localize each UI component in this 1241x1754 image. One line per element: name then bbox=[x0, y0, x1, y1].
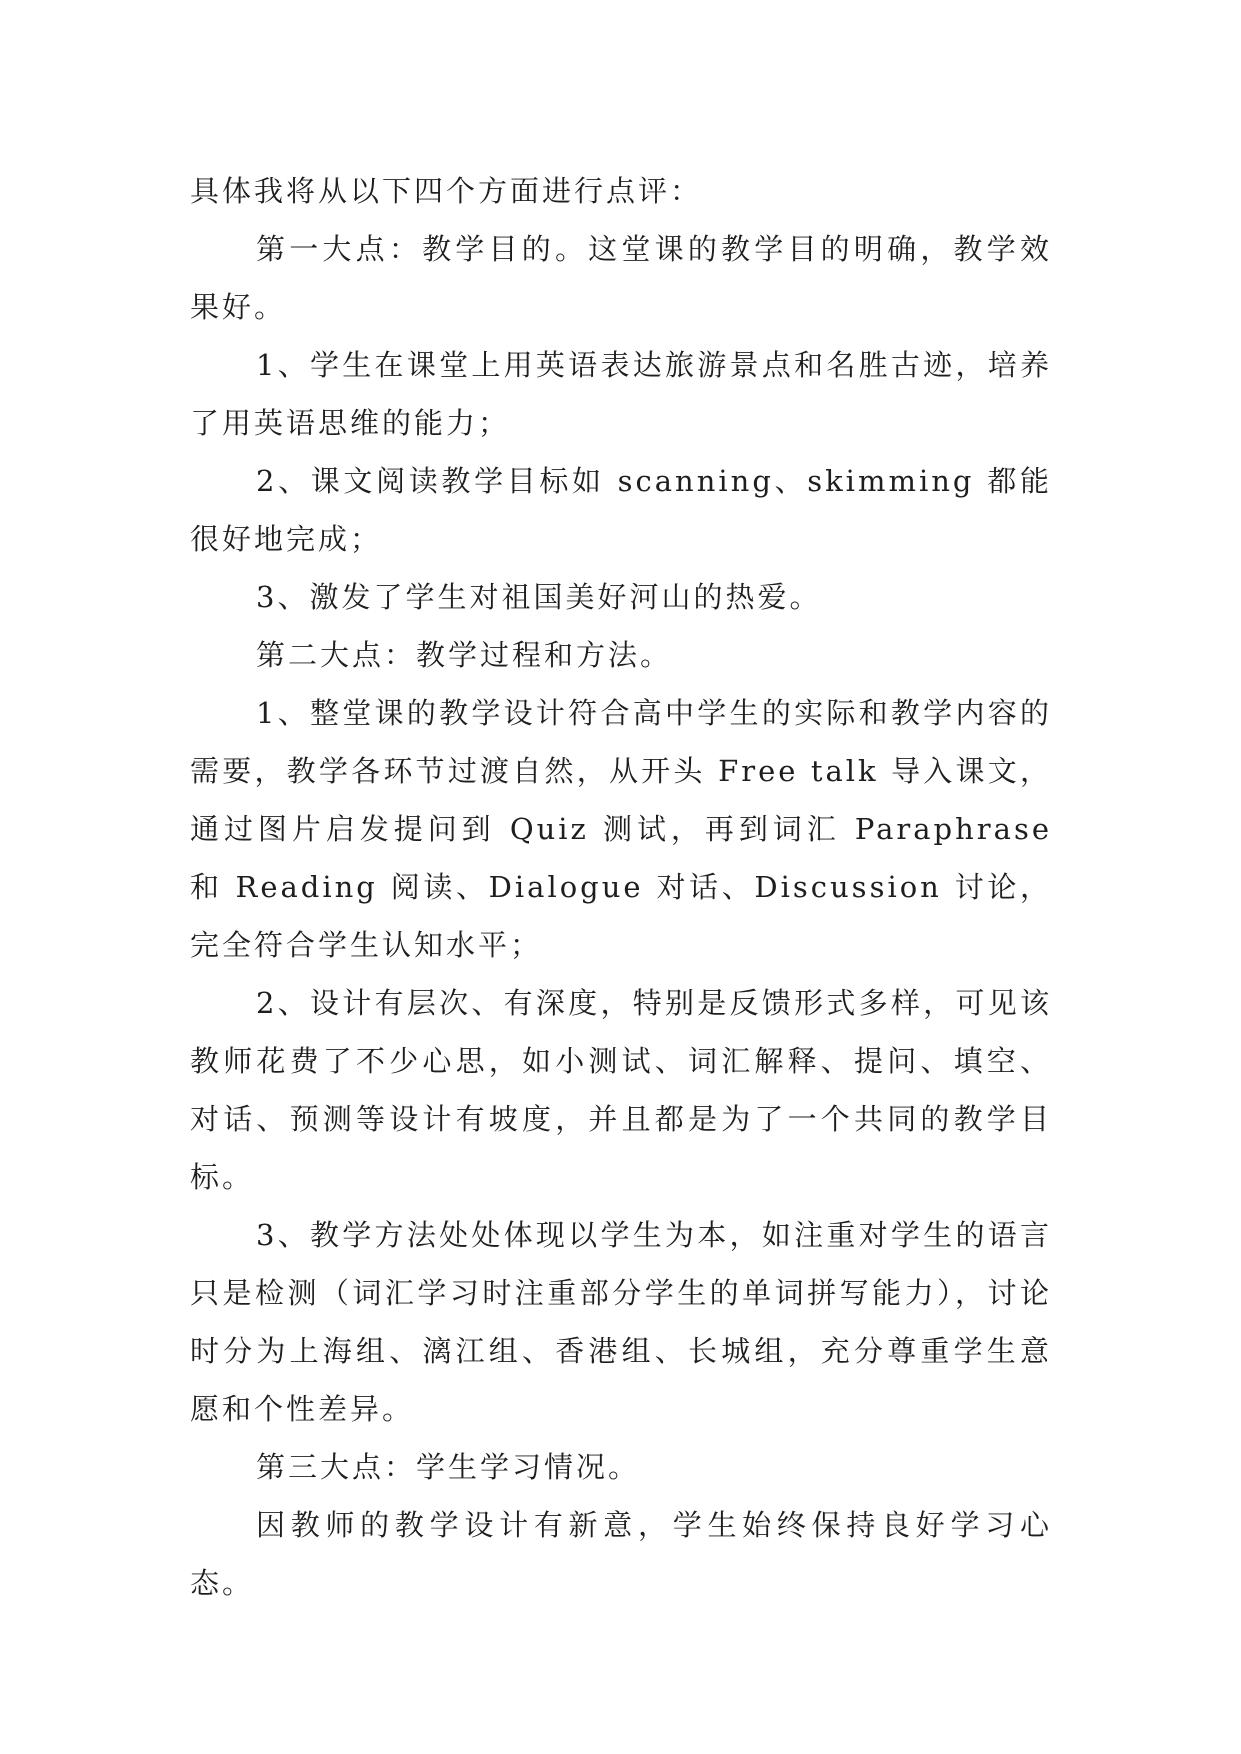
paragraph-point-one-item-2: 2、课文阅读教学目标如 scanning、skimming 都能很好地完成； bbox=[190, 464, 1052, 556]
paragraph-point-two-heading: 第二大点：教学过程和方法。 bbox=[256, 638, 673, 672]
paragraph-point-two-item-3: 3、教学方法处处体现以学生为本，如注重对学生的语言只是检测（词汇学习时注重部分学生的单词拼写能力），讨论时分为上海组、漓江组、香港组、长城组，充分尊重学生意愿和个性差异。 bbox=[190, 1218, 1052, 1426]
paragraph-point-one-item-3: 3、激发了学生对祖国美好河山的热爱。 bbox=[256, 580, 822, 614]
paragraph-point-one-heading: 第一大点：教学目的。这堂课的教学目的明确，教学效果好。 bbox=[190, 232, 1052, 324]
paragraph-point-two-item-2: 2、设计有层次、有深度，特别是反馈形式多样，可见该教师花费了不少心思，如小测试、词汇解释、提问、填空、对话、预测等设计有坡度，并且都是为了一个共同的教学目标。 bbox=[190, 986, 1052, 1194]
document-body bbox=[190, 162, 1052, 1612]
paragraph-point-two-item-1: 1、整堂课的教学设计符合高中学生的实际和教学内容的需要，教学各环节过渡自然，从开头 Free talk 导入课文，通过图片启发提问到 Quiz 测试，再到词汇 Paraphrase 和 Reading 阅读、Dialogue 对话、Discussion 讨论，完全符合学生认知水平； bbox=[190, 696, 1052, 962]
paragraph-point-three-body: 因教师的教学设计有新意，学生始终保持良好学习心态。 bbox=[190, 1508, 1052, 1600]
paragraph-point-three-heading: 第三大点：学生学习情况。 bbox=[256, 1450, 641, 1484]
paragraph-intro: 具体我将从以下四个方面进行点评： bbox=[190, 174, 703, 208]
paragraph-point-one-item-1: 1、学生在课堂上用英语表达旅游景点和名胜古迹，培养了用英语思维的能力； bbox=[190, 348, 1052, 440]
